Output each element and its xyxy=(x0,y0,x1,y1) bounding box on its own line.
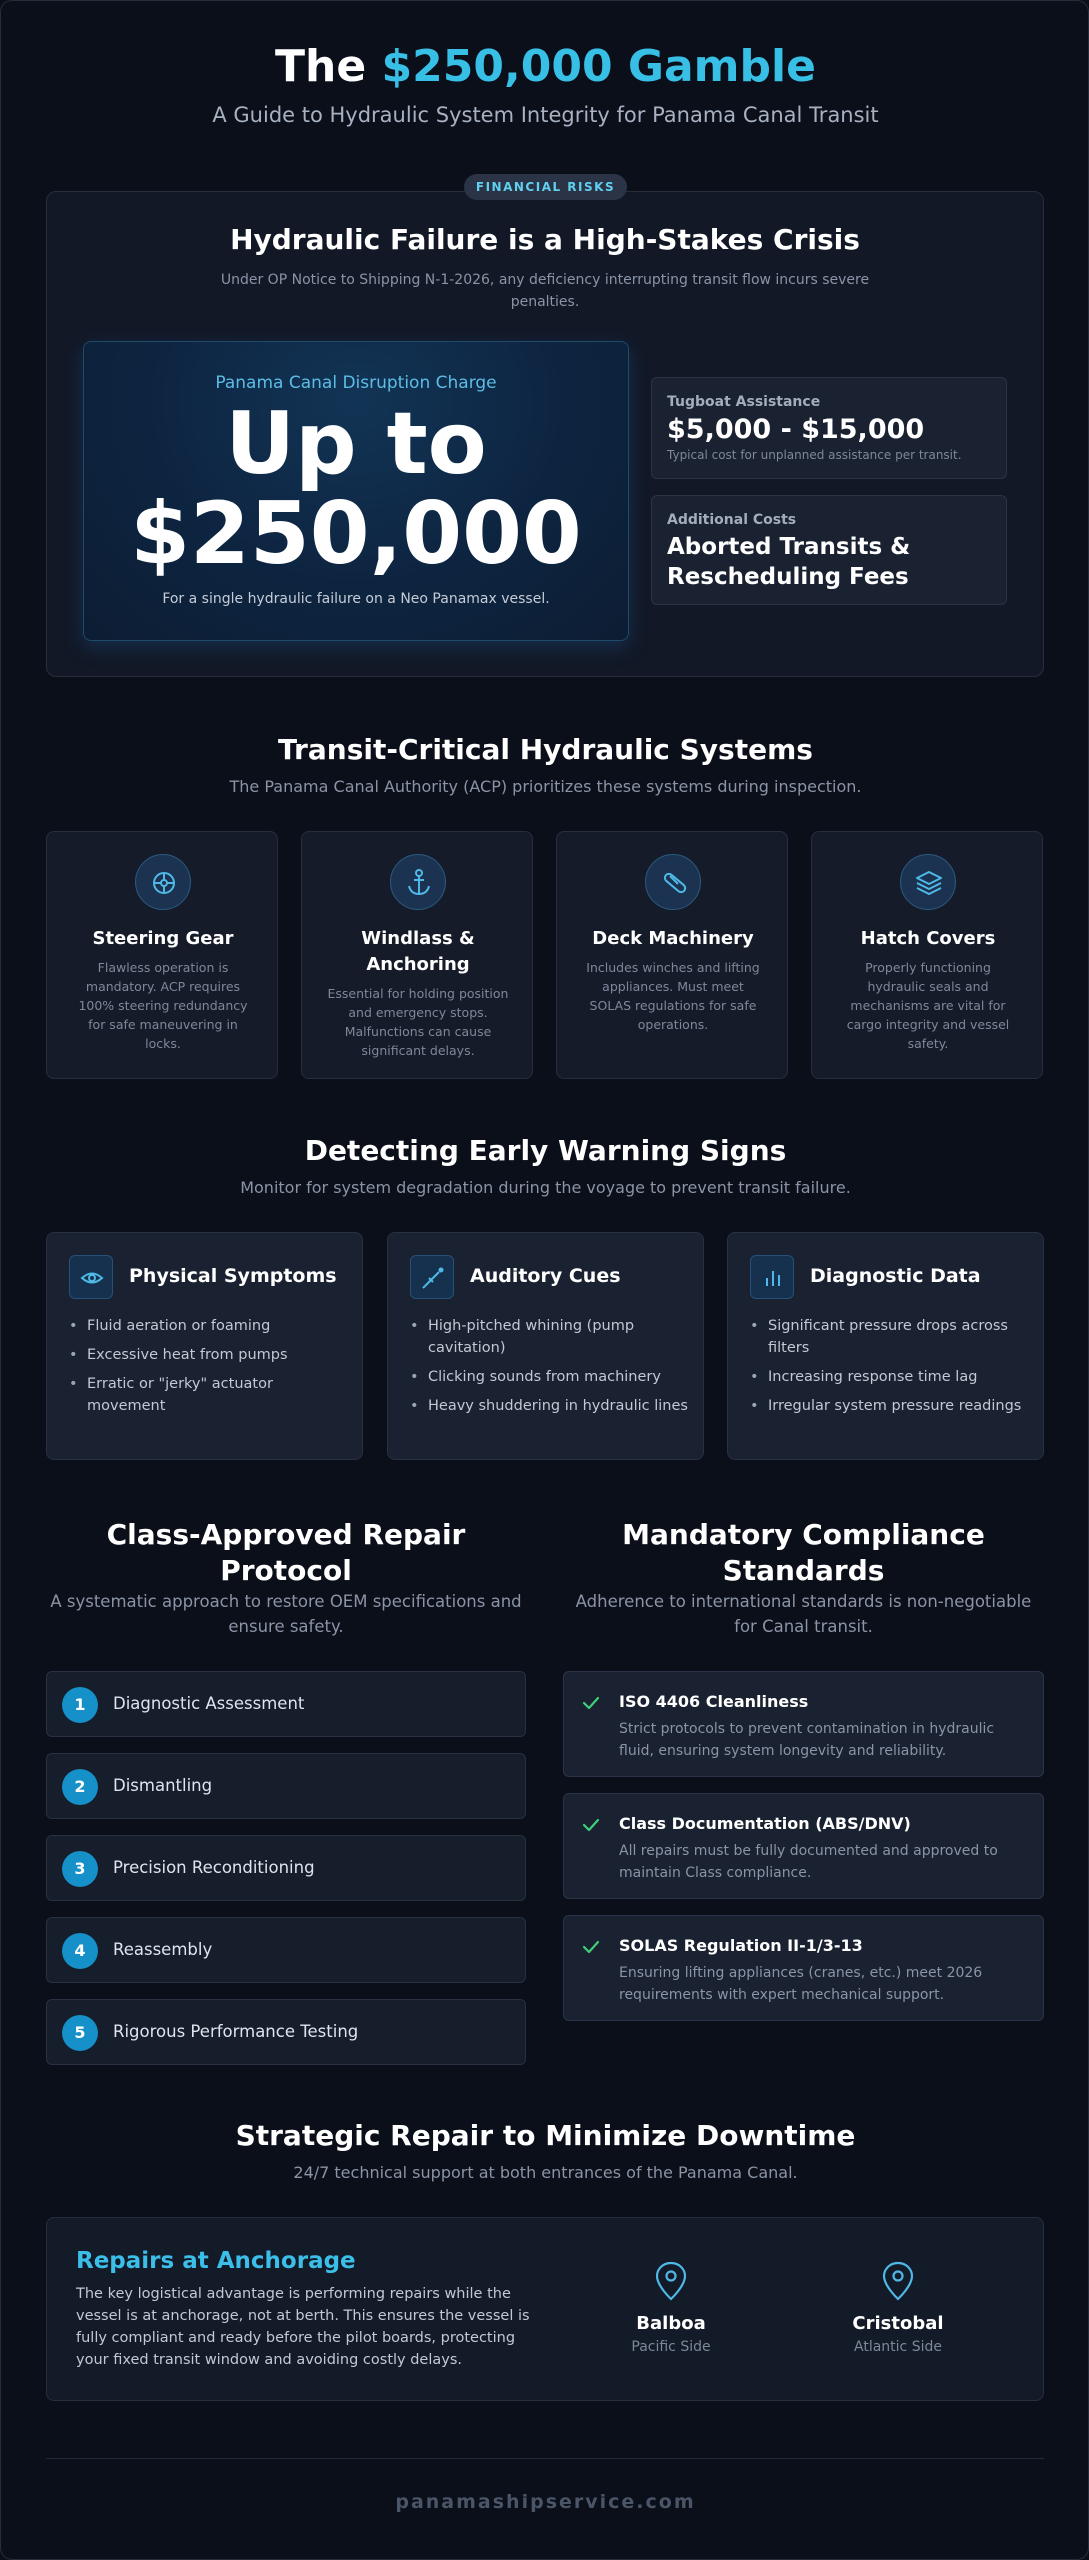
step-number: 5 xyxy=(62,2015,98,2051)
warning-list xyxy=(748,1315,1038,1424)
strategy-title: Strategic Repair to Minimize Downtime xyxy=(235,2119,856,2152)
list-item: • Significant pressure drops across filters xyxy=(748,1315,1038,1359)
charge-note: For a single hydraulic failure on a Neo Panamax vessel. xyxy=(162,591,550,607)
wrench-icon xyxy=(645,854,701,910)
anchorage-description: The key logistical advantage is performing repairs while the vessel is at anchorage, not at berth. This ensures the vessel is fully compliant and ready before the pilot boards, protecting your fixed transit window and avoiding costly delays. xyxy=(76,2286,530,2368)
compliance-item-title: SOLAS Regulation II-1/3-13 xyxy=(619,1936,863,1955)
systems-title: Transit-Critical Hydraulic Systems xyxy=(278,733,813,766)
financial-risks-badge: FINANCIAL RISKS xyxy=(464,174,627,200)
location-side: Pacific Side xyxy=(631,2339,711,2355)
step-label: Dismantling xyxy=(113,1776,213,1795)
charge-line-1: Up to xyxy=(225,394,487,494)
check-icon xyxy=(580,1936,602,1958)
charge-line-2: $250,000 xyxy=(130,484,582,584)
compliance-title: Mandatory Compliance Standards xyxy=(622,1518,985,1587)
warning-title: Physical Symptoms xyxy=(129,1265,337,1287)
step-label: Diagnostic Assessment xyxy=(113,1694,305,1713)
protocol-subtitle: A systematic approach to restore OEM specifications and ensure safety. xyxy=(50,1592,522,1636)
eye-icon xyxy=(69,1255,113,1299)
steering-wheel-icon xyxy=(135,854,191,910)
title-prefix: The xyxy=(275,41,382,92)
list-item: • Fluid aeration or foaming xyxy=(67,1315,347,1337)
step-label: Precision Reconditioning xyxy=(113,1858,315,1877)
compliance-item-title: Class Documentation (ABS/DNV) xyxy=(619,1814,911,1833)
system-name: Steering Gear xyxy=(92,928,234,949)
list-item: • Increasing response time lag xyxy=(748,1366,1038,1388)
tugboat-label: Tugboat Assistance xyxy=(667,394,821,410)
title-accent: $250,000 Gamble xyxy=(381,41,816,92)
system-desc: Properly functioning hydraulic seals and mechanisms are vital for cargo integrity and vessel safety. xyxy=(846,960,1010,1051)
map-pin-icon xyxy=(878,2259,918,2303)
layers-icon xyxy=(900,854,956,910)
system-name: Deck Machinery xyxy=(592,928,754,949)
warning-title: Auditory Cues xyxy=(470,1265,621,1287)
step-label: Rigorous Performance Testing xyxy=(113,2022,359,2041)
tugboat-note: Typical cost for unplanned assistance per transit. xyxy=(667,448,962,462)
compliance-item-title: ISO 4406 Cleanliness xyxy=(619,1692,809,1711)
charge-label: Panama Canal Disruption Charge xyxy=(215,373,497,393)
compliance-item-desc: Ensuring lifting appliances (cranes, etc.) meet 2026 requirements with expert mechanical support. xyxy=(619,1965,983,2003)
bar-chart-icon xyxy=(750,1255,794,1299)
list-item: • High-pitched whining (pump cavitation) xyxy=(408,1315,688,1359)
compliance-item xyxy=(563,1915,1044,2021)
system-card-steering xyxy=(46,831,278,1079)
list-item: • Irregular system pressure readings xyxy=(748,1395,1038,1417)
anchor-icon xyxy=(390,854,446,910)
additional-label: Additional Costs xyxy=(667,512,797,528)
warnings-subtitle: Monitor for system degradation during the voyage to prevent transit failure. xyxy=(240,1178,851,1197)
check-icon xyxy=(580,1692,602,1714)
compliance-item xyxy=(563,1671,1044,1777)
system-name: Hatch Covers xyxy=(860,928,996,949)
protocol-step xyxy=(46,1753,526,1819)
step-number: 4 xyxy=(62,1933,98,1969)
warning-title: Diagnostic Data xyxy=(810,1265,981,1287)
list-item: • Clicking sounds from machinery xyxy=(408,1366,688,1388)
compliance-item-desc: All repairs must be fully documented and approved to maintain Class compliance. xyxy=(619,1843,998,1881)
step-number: 1 xyxy=(62,1687,98,1723)
warning-list xyxy=(67,1315,347,1424)
protocol-step xyxy=(46,1835,526,1901)
system-card-hatch xyxy=(811,831,1043,1079)
step-number: 3 xyxy=(62,1851,98,1887)
anchorage-title: Repairs at Anchorage xyxy=(76,2248,356,2274)
location-name: Balboa xyxy=(636,2313,706,2334)
system-desc: Flawless operation is mandatory. ACP requires 100% steering redundancy for safe maneuvering in locks. xyxy=(78,960,248,1051)
warning-card-physical xyxy=(46,1232,363,1460)
step-number: 2 xyxy=(62,1769,98,1805)
list-item: • Heavy shuddering in hydraulic lines xyxy=(408,1395,688,1417)
strategy-subtitle: 24/7 technical support at both entrances of the Panama Canal. xyxy=(293,2163,798,2182)
system-desc: Includes winches and lifting appliances. Must meet SOLAS regulations for safe operations. xyxy=(586,960,760,1032)
additional-costs-card xyxy=(651,495,1007,605)
compliance-item xyxy=(563,1793,1044,1899)
list-item: • Erratic or "jerky" actuator movement xyxy=(67,1373,347,1417)
protocol-step xyxy=(46,1999,526,2065)
page-subtitle: A Guide to Hydraulic System Integrity for Panama Canal Transit xyxy=(212,103,879,127)
protocol-title: Class-Approved Repair Protocol xyxy=(106,1518,466,1587)
footer-divider xyxy=(46,2458,1044,2459)
risk-title: Hydraulic Failure is a High-Stakes Crisis xyxy=(230,223,860,256)
protocol-step xyxy=(46,1917,526,1983)
compliance-item-desc: Strict protocols to prevent contamination in hydraulic fluid, ensuring system longevity and reliability. xyxy=(619,1721,995,1759)
stethoscope-icon xyxy=(410,1255,454,1299)
check-icon xyxy=(580,1814,602,1836)
tugboat-card xyxy=(651,377,1007,479)
compliance-subtitle: Adherence to international standards is non-negotiable for Canal transit. xyxy=(575,1592,1032,1636)
risk-description: Under OP Notice to Shipping N-1-2026, any deficiency interrupting transit flow incurs severe penalties. xyxy=(220,272,870,310)
additional-value: Aborted Transits & Rescheduling Fees xyxy=(667,534,911,590)
warnings-title: Detecting Early Warning Signs xyxy=(304,1134,787,1167)
step-label: Reassembly xyxy=(113,1940,213,1959)
location-side: Atlantic Side xyxy=(854,2339,942,2355)
protocol-step xyxy=(46,1671,526,1737)
footer-site-link[interactable]: panamashipservice.com xyxy=(395,2491,696,2513)
warning-card-diagnostic xyxy=(727,1232,1044,1460)
system-name: Windlass & Anchoring xyxy=(361,928,475,975)
warning-list xyxy=(408,1315,688,1424)
system-desc: Essential for holding position and emergency stops. Malfunctions can cause significant delays. xyxy=(327,986,509,1058)
system-card-windlass xyxy=(301,831,533,1079)
tugboat-value: $5,000 - $15,000 xyxy=(667,414,925,445)
list-item: • Excessive heat from pumps xyxy=(67,1344,347,1366)
charge-amount xyxy=(83,394,629,584)
warning-card-auditory xyxy=(387,1232,704,1460)
page-title xyxy=(1,39,1089,95)
map-pin-icon xyxy=(651,2259,691,2303)
system-card-deck xyxy=(556,831,788,1079)
systems-subtitle: The Panama Canal Authority (ACP) prioritizes these systems during inspection. xyxy=(229,777,862,796)
location-name: Cristobal xyxy=(852,2313,944,2334)
